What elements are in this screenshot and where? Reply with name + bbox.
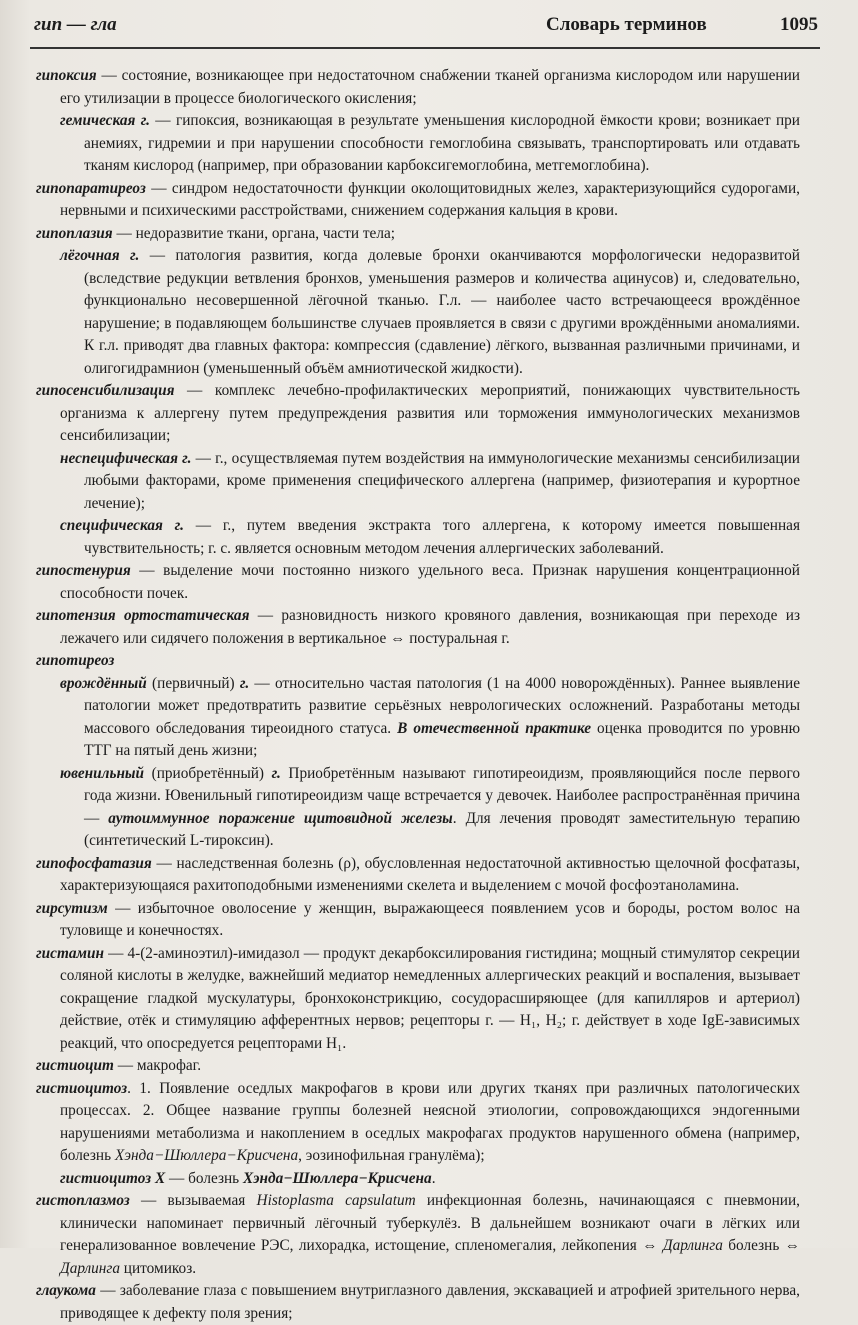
entry-gipofosfataziya: гипофосфатазия — наследственная болезнь (ρ), обусловленная недостаточной активностью щелочной фосфатазы, характеризующаяся рахитоподобными изменениями скелета и выделением с мочой фосфоэтаноламина. <box>36 854 800 894</box>
running-head-range: гип — гла <box>34 14 117 35</box>
entry-gistiocitoz-x: гистиоцитоз X — болезнь Хэнда−Шюллера−Крисчена. <box>60 1169 436 1187</box>
entry-giposteniya: гипостенурия — выделение мочи постоянно низкого удельного веса. Признак нарушения концентрационной способности почек. <box>36 562 800 602</box>
entry-gistiocit: гистиоцит — макрофаг. <box>36 1057 202 1074</box>
entry-gipoksiya: гипоксия — состояние, возникающее при недостаточном снабжении тканей организма кислородом или нарушении его утилизации в процессе биологического окисления; <box>36 67 800 107</box>
entry-legochnaya: лёгочная г. — патология развития, когда долевые бронхи оканчиваются морфологически недоразвитой (вследствие редукции ветвления бронхов, уменьшения размеров и количества ацинусов) и, следовательно, функционально несовершенной лёгочной тканью. Г.л. — наиболее часто встречающееся врождённое нарушение; в подавляющем большинстве случаев проявляется в связи с другими врождёнными аномалиями. К г.л. приводят два главных фактора: компрессия (сдавление) лёгкого, вызванная различными причинами, и олигогидрамнион (уменьшенный объём амниотической жидкости). <box>60 247 800 377</box>
entry-nespecificheskaya: неспецифическая г. — г., осуществляемая путем воздействия на иммунологические механизмы сенсибилизации любыми факторами, кроме применения специфического аллергена (например, физиотерапия и курортное лечение); <box>60 449 800 512</box>
entry-yuvenilny: ювенильный (приобретённый) г. Приобретённым называют гипотиреоидизм, проявляющийся после первого года жизни. Ювенильный гипотиреоидизм чаще встречается у девочек. Наиболее распространённая причина — аутоиммунное поражение щитовидной железы. Для лечения проводят заместительную терапию (синтетический L-тироксин). <box>60 764 801 849</box>
entry-gistiocitoz: гистиоцитоз. 1. Появление оседлых макрофагов в крови или других тканях при различных патологических процессах. 2. Общее название группы болезней неясной этиологии, сопровождающихся эндогенными нарушениями метаболизма и накоплением в оседлых макрофагах продуктов нарушенного обмена (например, болезнь Хэнда−Шюллера−Крисчена, эозинофильная гранулёма); <box>36 1079 800 1164</box>
page-header <box>34 14 818 42</box>
entry-gemicheskaya: гемическая г. — гипоксия, возникающая в результате уменьшения кислородной ёмкости крови; возникает при анемиях, гидремии и при нарушении способности гемоглобина связывать, транспортировать или отдавать тканям кислород (например, при образовании карбоксигемоглобина, метгемоглобина). <box>60 112 800 174</box>
entry-gipoparatireoz: гипопаратиреоз — синдром недостаточности функции околощитовидных желез, характеризующийся судорогами, нервными и психическими расстройствами, снижением содержания кальция в крови. <box>36 179 800 219</box>
entry-gistoplazmoz: гистоплазмоз — вызываемая Histoplasma capsulatum инфекционная болезнь, начинающаяся с пневмонии, клинически напоминает первичный лёгочный туберкулёз. В дальнейшем возникают очаги в лёгких или генерализованное вовлечение РЭС, лихорадка, истощение, спленомегалия, лейкопения ⇔ Дарлинга болезнь ⇔ Дарлинга цитомикоз. <box>36 1192 800 1277</box>
header-rule <box>30 47 820 49</box>
entry-girsutizm: гирсутизм — избыточное оволосение у женщин, выражающееся появлением усов и бороды, ростом волос на туловище и конечностях. <box>36 899 800 939</box>
entry-gistamin: гистамин — 4-(2-аминоэтил)-имидазол — продукт декарбоксилирования гистидина; мощный стимулятор секреции соляной кислоты в желудке, важнейший медиатор немедленных аллергических реакций и воспаления, вызывает сокращение гладкой мускулатуры, бронхоконстрикцию, сосудорасширяющее (для капилляров и артериол) действие, отёк и стимуляцию афферентных нервов; рецепторы г. — H₁, H₂; г. действует в ходе IgE-зависимых реакций, что опосредуется рецепторами H₁. <box>36 944 800 1052</box>
glossary-entries <box>36 65 800 1325</box>
entry-giposensibilizaciya: гипосенсибилизация — комплекс лечебно-профилактических мероприятий, понижающих чувствительность организма к аллергену путем предупреждения развития или торможения иммунологических механизмов сенсибилизации; <box>36 382 800 444</box>
page-number: 1095 <box>780 14 818 35</box>
entry-gipotireoz: гипотиреоз <box>36 652 115 669</box>
entry-specificheskaya: специфическая г. — г., путем введения экстракта того аллергена, к которому имеется повышенная чувствительность; г. с. является основным методом лечения аллергических заболеваний. <box>60 517 800 557</box>
running-head-title: Словарь терминов <box>546 14 707 35</box>
entry-glaukoma: глаукома — заболевание глаза с повышением внутриглазного давления, экскавацией и атрофией зрительного нерва, приводящее к дефекту поля зрения; <box>36 1282 800 1322</box>
entry-vrozhdenny: врождённый (первичный) г. — относительно частая патология (1 на 4000 новорождённых). Раннее выявление патологии может предотвратить развитие серьёзных неврологических осложнений. Разработаны методы массового обследования тиреоидного статуса. В отечественной практике оценка проводится по уровню ТТГ на пятый день жизни; <box>60 674 800 759</box>
entry-gipoplaziya: гипоплазия — недоразвитие ткани, органа, части тела; <box>36 224 395 242</box>
entry-gipotenziya: гипотензия ортостатическая — разновидность низкого кровяного давления, возникающая при переходе из лежачего или сидячего положения в вертикальное ⇔ постуральная г. <box>36 607 800 647</box>
